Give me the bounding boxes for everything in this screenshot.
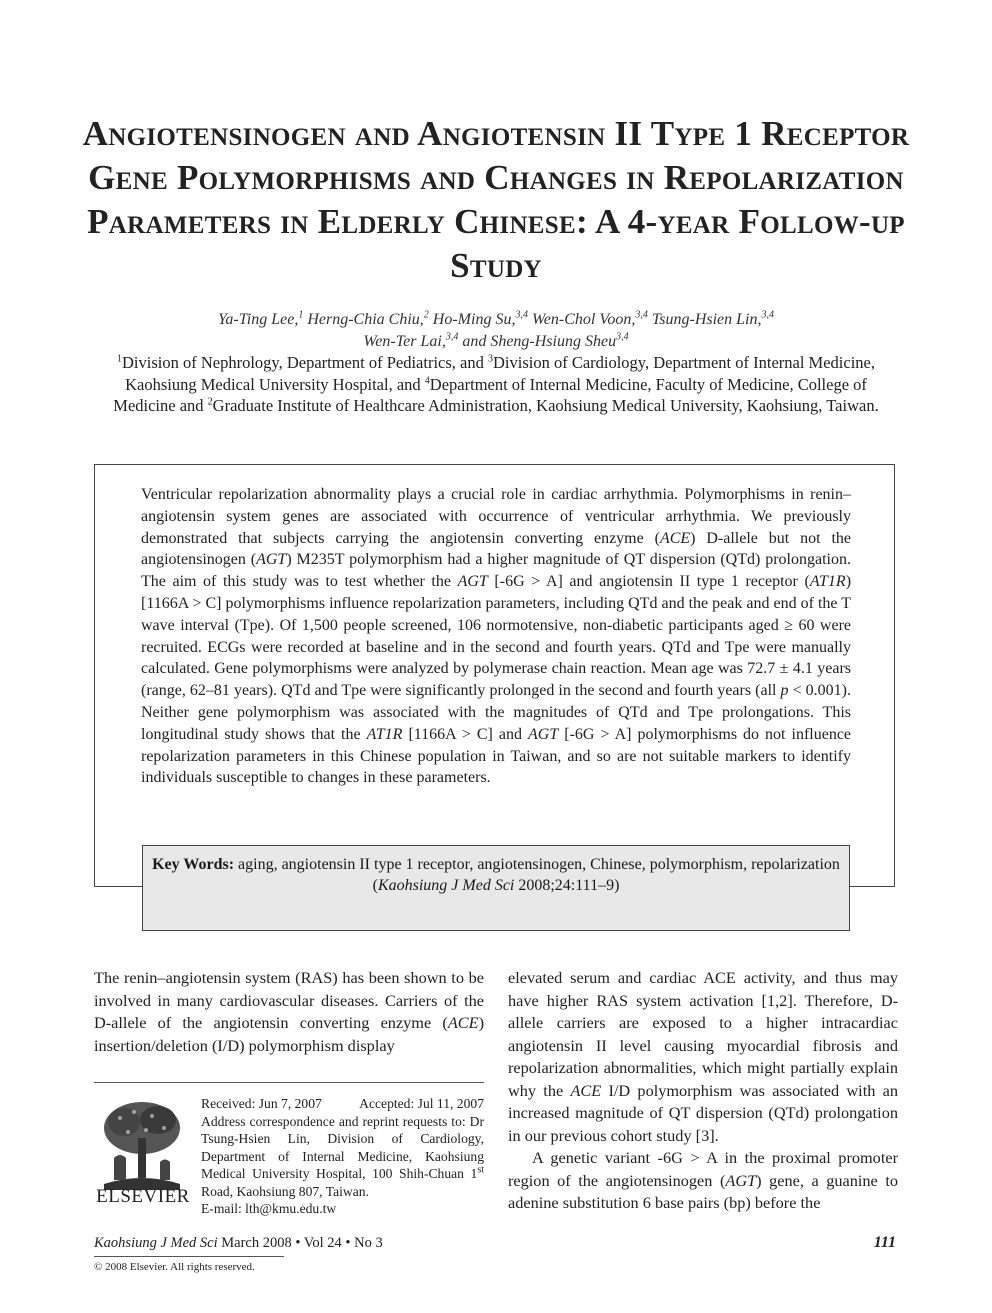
- body-italic: ACE: [447, 1013, 479, 1032]
- abstract-run: [-6G > A] polymorphisms do not influence repolarization parameters in this Chinese population in Taiwan, and so are not suitable markers to identify individuals susceptible to changes in these parameters.: [141, 725, 852, 787]
- accepted-date: Accepted: Jul 11, 2007: [359, 1096, 484, 1111]
- abstract-italic: AT1R: [809, 573, 846, 591]
- article-title: Angiotensinogen and Angiotensin II Type 1 Receptor Gene Polymorphisms and Changes in Repolarization Parameters in Elderly Chinese: A 4-year Follow-up Study: [82, 114, 910, 285]
- body-run: A genetic variant -6G > A in the proximal promoter region of the angiotensinogen (: [508, 1148, 898, 1190]
- footnote-divider: [94, 1082, 484, 1083]
- body-run: ) gene, a guanine to adenine substitution 6 base pairs (bp) before the: [508, 1170, 898, 1212]
- abstract-run: ) M235T polymorphism had a higher magnitude of QT dispersion (QTd) prolongation. The aim of this study was to test whether the: [141, 551, 851, 591]
- affil-text: Graduate Institute of Healthcare Administration, Kaohsiung Medical University, Kaohsiung, Taiwan.: [212, 396, 879, 415]
- abstract-italic: p: [780, 682, 789, 700]
- correspondence-email[interactable]: E-mail: lth@kmu.edu.tw: [201, 1201, 337, 1216]
- abstract-italic: AGT: [457, 573, 488, 591]
- author-affil-sup: 3,4: [616, 331, 629, 343]
- paragraph: [508, 1147, 898, 1215]
- address-run: Address correspondence and reprint requests to: Dr Tsung-Hsien Lin, Division of Cardiology, Department of Internal Medicine, Kaohsiung Medical University Hospital, 100 Shih-Chuan 1: [201, 1113, 484, 1181]
- citation-open: (: [372, 877, 378, 894]
- abstract-italic: AGT: [528, 725, 559, 743]
- received-date: Received: Jun 7, 2007: [201, 1096, 322, 1111]
- abstract-run: [-6G > A] and angiotensin II type 1 receptor (: [487, 573, 810, 591]
- author-name: Ya-Ting Lee,: [218, 311, 299, 328]
- body-column-left: [94, 967, 484, 1057]
- keywords-label: Key Words:: [152, 856, 235, 873]
- abstract-italic: ACE: [659, 529, 691, 547]
- abstract-run: Ventricular repolarization abnormality plays a crucial role in cardiac arrhythmia. Polymorphisms in renin–angiotensin system genes are associated with occurrence of ventricular arrhythmia. We previously demonstrated that subjects carrying the angiotensin converting enzyme (: [141, 486, 851, 547]
- affil-text: Division of Cardiology, Department of Internal Medicine, Kaohsiung Medical University Hospital, and: [125, 353, 875, 394]
- citation-journal: Kaohsiung J Med Sci: [377, 877, 515, 894]
- author-affil-sup: 2: [423, 309, 429, 321]
- page-number: 111: [873, 1234, 896, 1251]
- author-name: Wen-Chol Voon,: [527, 311, 636, 328]
- author-list: [110, 309, 882, 353]
- author-name: Herng-Chia Chiu,: [303, 311, 424, 328]
- keywords-box: [142, 845, 850, 931]
- elsevier-wordmark: ELSEVIER: [96, 1186, 190, 1207]
- body-column-right: [508, 967, 898, 1215]
- abstract-text: [141, 484, 851, 789]
- affil-text: Department of Internal Medicine, Faculty of Medicine, College of Medicine and: [113, 374, 867, 415]
- footer-issue: March 2008 • Vol 24 • No 3: [217, 1235, 383, 1251]
- body-italic: AGT: [725, 1170, 757, 1190]
- affil-sup: 1: [117, 353, 122, 365]
- abstract-italic: AGT: [256, 551, 287, 569]
- body-run: The renin–angiotensin system (RAS) has been shown to be involved in many cardiovascular diseases. Carriers of the D-allele of the angiotensin converting enzyme (: [94, 968, 484, 1032]
- footer-journal: [94, 1235, 383, 1252]
- copyright-notice: © 2008 Elsevier. All rights reserved.: [94, 1261, 255, 1273]
- citation-details: 2008;24:111–9): [514, 877, 620, 894]
- date-row: [201, 1095, 484, 1113]
- author-affil-sup: 3,4: [445, 331, 459, 343]
- body-run: I/D polymorphism was associated with an increased magnitude of QT dispersion (QTd) prolongation in our previous cohort study [3].: [508, 1080, 898, 1145]
- affil-sup: 4: [424, 375, 430, 386]
- author-name: Wen-Ter Lai,: [363, 333, 446, 350]
- author-affil-sup: 3,4: [635, 309, 648, 321]
- address-run: Road, Kaohsiung 807, Taiwan.: [201, 1183, 369, 1199]
- affiliations: [110, 352, 882, 417]
- abstract-run: [1166A > C] and: [402, 725, 528, 743]
- affil-sup: 2: [207, 396, 213, 408]
- author-affil-sup: 1: [298, 309, 304, 321]
- abstract-run: < 0.001). Neither gene polymorphism was associated with the magnitudes of QTd and Tpe prolongations. This longitudinal study shows that the: [141, 682, 851, 743]
- author-affil-sup: 3,4: [761, 309, 774, 321]
- author-name: and Sheng-Hsiung Sheu: [458, 333, 617, 350]
- body-run: ) insertion/deletion (I/D) polymorphism display: [94, 1013, 484, 1055]
- body-italic: ACE: [570, 1080, 602, 1100]
- author-name: Tsung-Hsien Lin,: [647, 311, 762, 328]
- address-sup: st: [477, 1164, 484, 1176]
- footer-journal-name: Kaohsiung J Med Sci: [94, 1235, 218, 1251]
- body-run: elevated serum and cardiac ACE activity, and thus may have higher RAS system activation [1,2]. Therefore, D-allele carriers are exposed to a higher intracardiac angiotensin II level causing myocardial fibrosis and repolarization abnormalities, which might partially explain why the: [508, 968, 898, 1100]
- abstract-run: ) [1166A > C] polymorphisms influence repolarization parameters, including QTd and the peak and end of the T wave interval (Tpe). Of 1,500 people screened, 106 normotensive, non-diabetic participants aged ≥ 60 were recruited. ECGs were recorded at baseline and in the second and fourth years. QTd and Tpe were manually calculated. Gene polymorphisms were analyzed by polymerase chain reaction. Mean age was 72.7 ± 4.1 years (range, 62–81 years). QTd and Tpe were significantly prolonged in the second and fourth years (all: [141, 573, 852, 700]
- elsevier-tree-logo-icon: [94, 1098, 190, 1190]
- paragraph: [508, 967, 898, 1147]
- affil-text: Division of Nephrology, Department of Pediatrics, and: [122, 353, 488, 372]
- author-name: Ho-Ming Su,: [428, 311, 516, 328]
- abstract-italic: AT1R: [366, 725, 403, 743]
- correspondence-note: [201, 1095, 484, 1218]
- affil-sup: 3: [487, 353, 493, 365]
- keywords-text: aging, angiotensin II type 1 receptor, angiotensinogen, Chinese, polymorphism, repolarization: [234, 856, 840, 873]
- correspondence-address: [201, 1113, 484, 1201]
- author-affil-sup: 3,4: [515, 309, 528, 321]
- footer-divider: [94, 1256, 284, 1257]
- abstract-run: ) D-allele but not the angiotensinogen (: [141, 529, 851, 569]
